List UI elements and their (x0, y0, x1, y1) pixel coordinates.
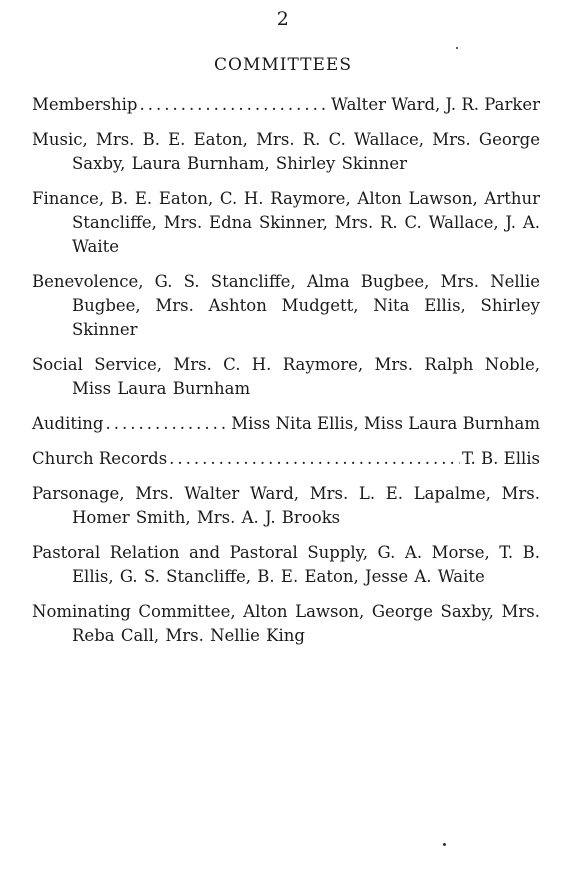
committee-members: Miss Nita Ellis, Miss Laura Burnham (231, 414, 540, 433)
page-number: 2 (276, 8, 290, 30)
committee-music: Music, Mrs. B. E. Eaton, Mrs. R. C. Wallace, Mrs. George Saxby, Laura Burnham, Shirley Skinner (32, 130, 540, 173)
print-speck (456, 47, 458, 49)
committee-label: Membership (32, 95, 138, 114)
committee-nominating: Nominating Committee, Alton Lawson, George Saxby, Mrs. Reba Call, Mrs. Nellie King (32, 602, 540, 645)
page-heading: COMMITTEES (214, 55, 352, 75)
committee-label: Church Records (32, 449, 168, 468)
committee-pastoral-relation: Pastoral Relation and Pastoral Supply, G. A. Morse, T. B. Ellis, G. S. Stancliffe, B. E. Eaton, Jesse A. Waite (32, 543, 540, 586)
print-speck (443, 843, 446, 846)
committee-membership (32, 93, 540, 117)
dot-leader (105, 412, 229, 436)
committee-finance: Finance, B. E. Eaton, C. H. Raymore, Alton Lawson, Arthur Stancliffe, Mrs. Edna Skinner, Mrs. R. C. Wallace, J. A. Waite (32, 189, 540, 256)
dot-leader (139, 93, 329, 117)
committee-list (32, 93, 540, 659)
committee-parsonage: Parsonage, Mrs. Walter Ward, Mrs. L. E. Lapalme, Mrs. Homer Smith, Mrs. A. J. Brooks (32, 484, 540, 527)
committee-benevolence: Benevolence, G. S. Stancliffe, Alma Bugbee, Mrs. Nellie Bugbee, Mrs. Ashton Mudgett, Nita Ellis, Shirley Skinner (32, 272, 540, 339)
committee-members: T. B. Ellis (461, 449, 540, 468)
dot-leader (169, 447, 460, 471)
committee-auditing (32, 412, 540, 436)
committee-social-service: Social Service, Mrs. C. H. Raymore, Mrs. Ralph Noble, Miss Laura Burnham (32, 355, 540, 398)
committee-label: Auditing (32, 414, 104, 433)
committee-members: Walter Ward, J. R. Parker (331, 95, 540, 114)
committee-church-records (32, 447, 540, 471)
